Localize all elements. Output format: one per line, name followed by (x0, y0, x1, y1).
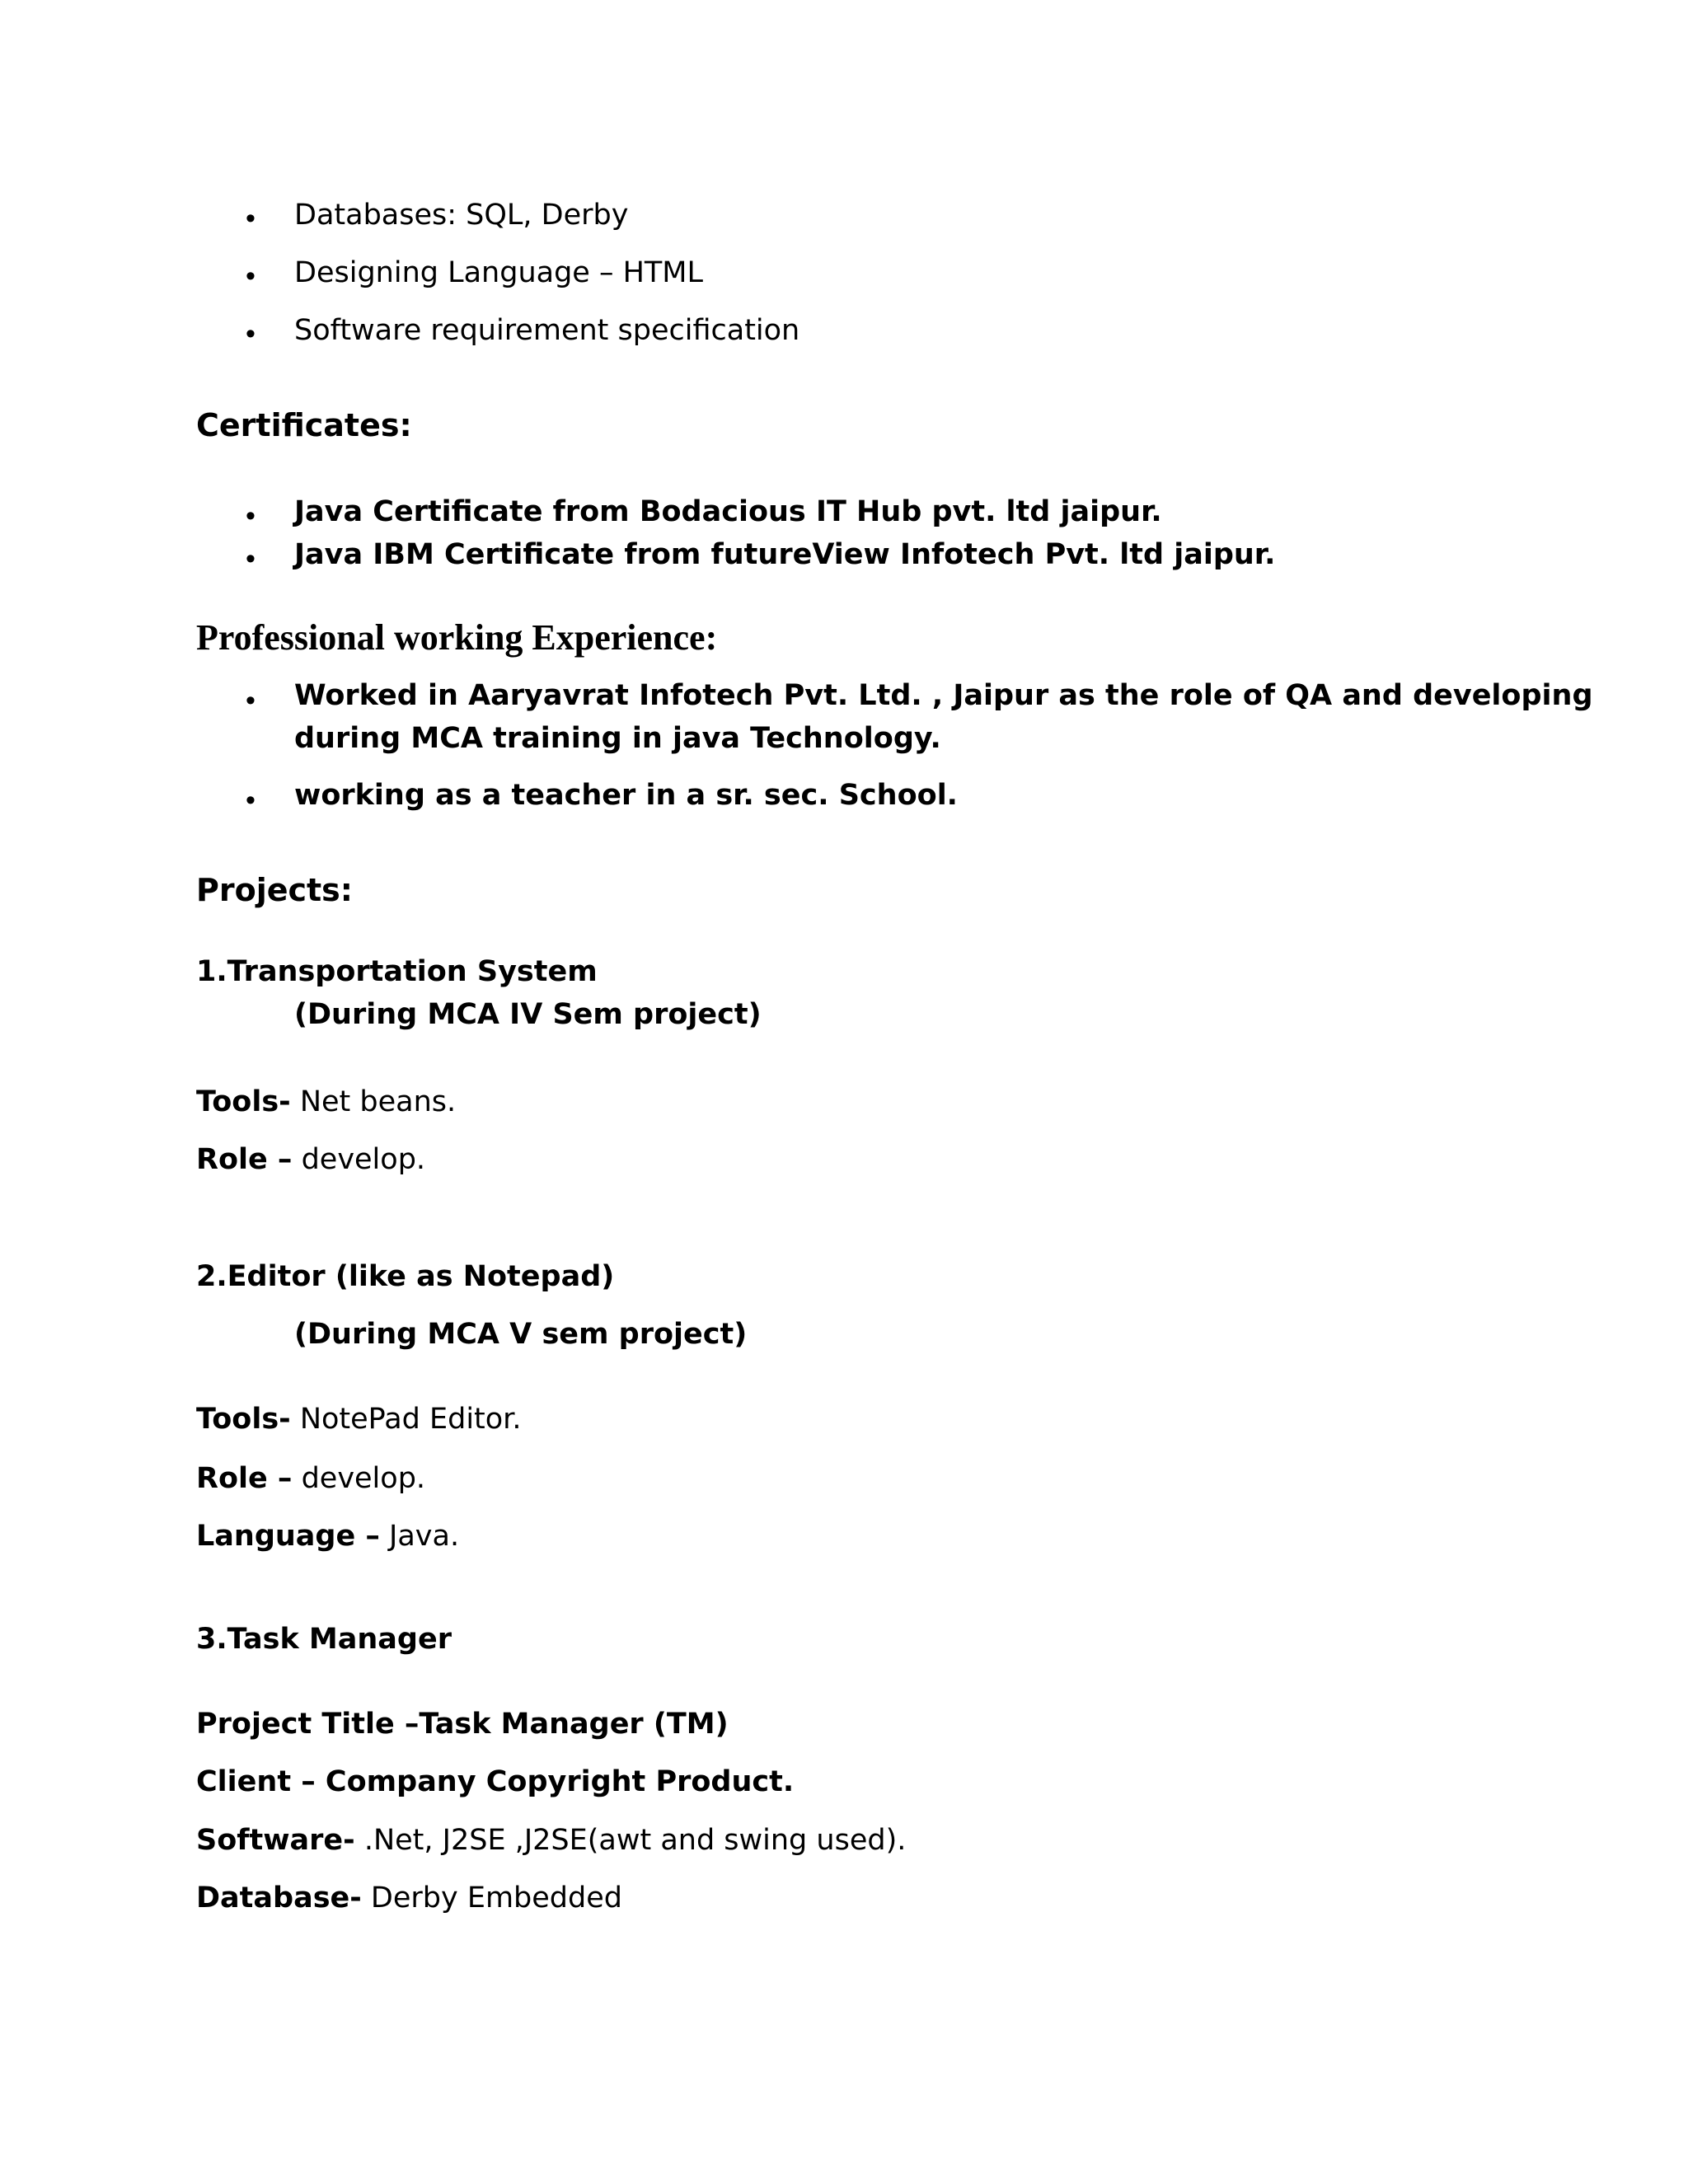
skill-item: Databases: SQL, Derby (294, 199, 629, 232)
certificate-item: Java Certificate from Bodacious IT Hub pvt. ltd jaipur. (294, 495, 1162, 528)
project-database (196, 1881, 622, 1915)
bullet-icon: • (246, 318, 256, 349)
database-value: Derby Embedded (361, 1882, 622, 1915)
experience-item: working as a teacher in a sr. sec. School. (294, 779, 958, 812)
project-language (196, 1519, 459, 1554)
project-subtitle: (During MCA V sem project) (294, 1318, 748, 1351)
project-tools (196, 1402, 521, 1436)
project-subtitle: (During MCA IV Sem project) (294, 998, 762, 1031)
software-value: .Net, J2SE ,J2SE(awt and swing used). (354, 1824, 907, 1857)
project-tools (196, 1085, 456, 1119)
project-role (196, 1142, 425, 1177)
software-label: Software- (196, 1824, 355, 1857)
project-title: 3.Task Manager (196, 1623, 452, 1656)
bullet-icon: • (246, 785, 256, 816)
project-title-line: Project Title –Task Manager (TM) (196, 1708, 729, 1741)
project-software (196, 1823, 906, 1858)
bullet-icon: • (246, 500, 256, 532)
role-label: Role – (196, 1462, 293, 1495)
certificates-heading: Certificates: (196, 407, 412, 443)
experience-heading: Professional working Experience: (196, 617, 718, 658)
skill-item: Software requirement specification (294, 314, 800, 347)
bullet-icon: • (246, 543, 256, 574)
experience-item: Worked in Aaryavrat Infotech Pvt. Ltd. , Jaipur as the role of QA and developing during MCA training in java Technology. (294, 679, 1593, 755)
project-client: Client – Company Copyright Product. (196, 1765, 795, 1798)
role-value: develop. (301, 1462, 426, 1495)
project-title: 2.Editor (like as Notepad) (196, 1260, 615, 1293)
role-value: develop. (301, 1143, 426, 1176)
project-role (196, 1461, 425, 1496)
bullet-icon: • (246, 203, 256, 234)
skill-item: Designing Language – HTML (294, 256, 703, 289)
projects-heading: Projects: (196, 872, 353, 908)
bullet-icon: • (246, 260, 256, 292)
tools-label: Tools- (196, 1403, 291, 1436)
certificate-item: Java IBM Certificate from futureView Infotech Pvt. ltd jaipur. (294, 538, 1276, 571)
language-label: Language – (196, 1520, 380, 1553)
tools-label: Tools- (196, 1085, 291, 1118)
project-title: 1.Transportation System (196, 955, 598, 988)
bullet-icon: • (246, 685, 256, 716)
role-label: Role – (196, 1143, 293, 1176)
database-label: Database- (196, 1882, 362, 1915)
tools-value: NotePad Editor. (290, 1403, 522, 1436)
language-value: Java. (379, 1520, 460, 1553)
tools-value: Net beans. (290, 1085, 457, 1118)
